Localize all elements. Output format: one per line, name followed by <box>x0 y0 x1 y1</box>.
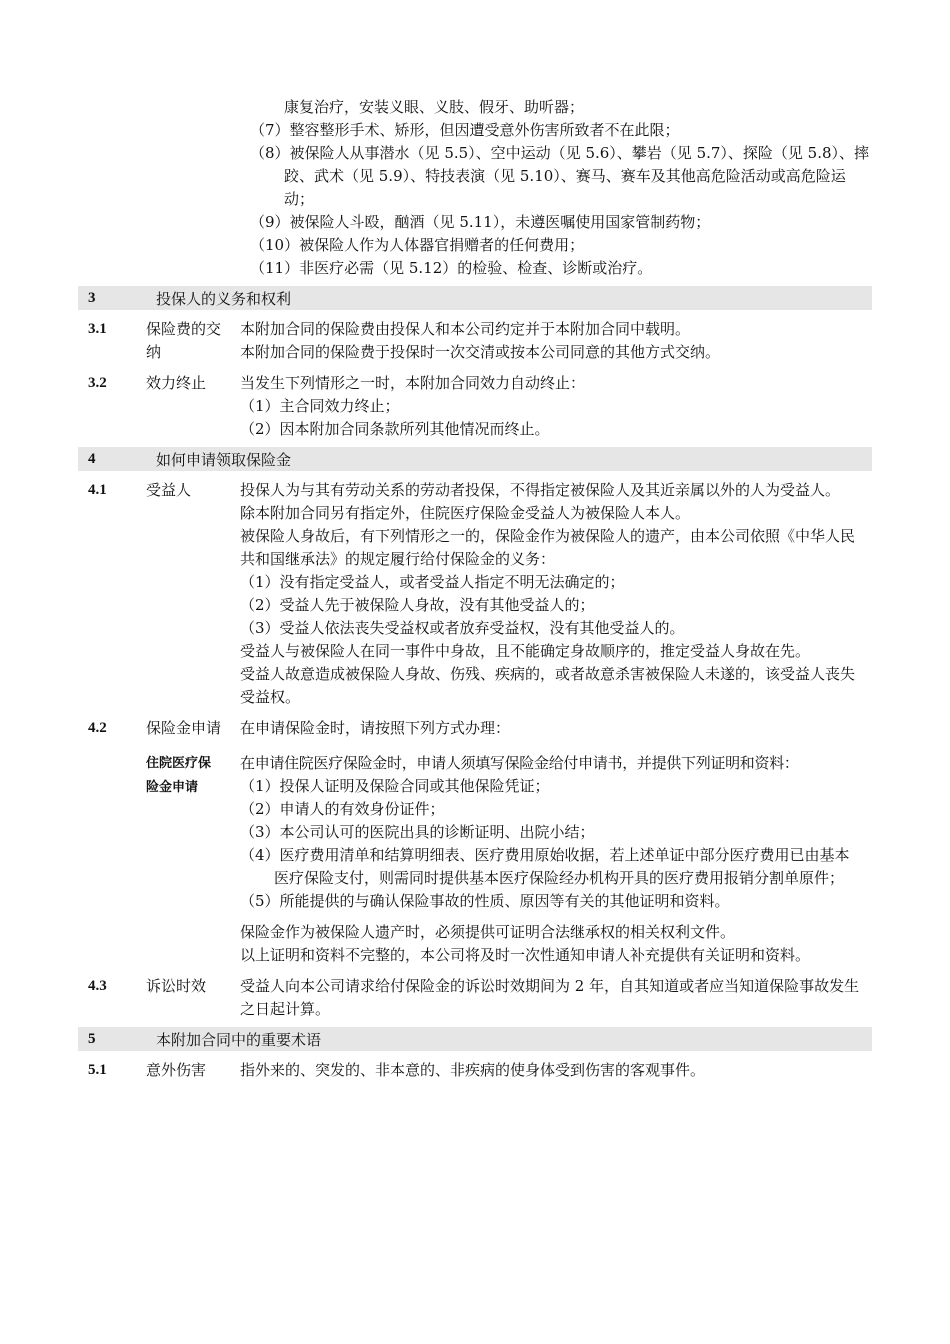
section-header-5 <box>78 1027 872 1051</box>
clause-label: 诉讼时效 <box>146 977 207 995</box>
clause-line: 以上证明和资料不完整的，本公司将及时一次性通知申请人补充提供有关证明和资料。 <box>240 946 811 964</box>
clause-label: 意外伤害 <box>146 1061 207 1079</box>
clause-line: 本附加合同的保险费由投保人和本公司约定并于本附加合同中载明。 <box>240 320 691 338</box>
clause-label: 效力终止 <box>146 374 207 392</box>
clause-line: 除本附加合同另有指定外，住院医疗保险金受益人为被保险人本人。 <box>240 504 691 522</box>
clause-line: 在申请住院医疗保险金时，申请人须填写保险金给付申请书，并提供下列证明和资料： <box>240 754 799 772</box>
clause-body: 在申请保险金时，请按照下列方式办理： <box>240 719 511 737</box>
section-number: 3 <box>88 289 96 306</box>
clause-3-1 <box>78 318 872 364</box>
clause-line: 受益人与被保险人在同一事件中身故，且不能确定身故顺序的，推定受益人身故在先。 <box>240 642 811 660</box>
requirement-item: （1）投保人证明及保险合同或其他保险凭证； <box>240 777 550 795</box>
clause-number: 3.1 <box>88 321 107 337</box>
clause-3-2 <box>78 372 872 441</box>
clause-line: 本附加合同的保险费于投保时一次交清或按本公司同意的其他方式交纳。 <box>240 343 721 361</box>
requirement-item: （3）本公司认可的医院出具的诊断证明、出院小结； <box>240 823 595 841</box>
section-number: 5 <box>88 1030 96 1047</box>
clause-body <box>240 318 862 364</box>
clause-label: 受益人 <box>146 481 192 499</box>
exclusion-item: （10）被保险人作为人体器官捐赠者的任何费用； <box>250 236 585 254</box>
clause-4-1 <box>78 479 872 709</box>
clause-label: 保险费的交纳 <box>146 320 222 361</box>
clause-line: 受益人故意造成被保险人身故、伤残、疾病的，或者故意杀害被保险人未遂的，该受益人丧失受益权。 <box>240 665 856 706</box>
clause-line: 被保险人身故后，有下列情形之一的，保险金作为被保险人的遗产，由本公司依照《中华人民共和国继承法》的规定履行给付保险金的义务： <box>240 527 856 568</box>
clause-body <box>240 752 862 967</box>
clause-body <box>240 1059 862 1082</box>
clause-body <box>240 479 862 709</box>
clause-line: 保险金作为被保险人遗产时，必须提供可证明合法继承权的相关权利文件。 <box>240 923 736 941</box>
clause-line: 受益人向本公司请求给付保险金的诉讼时效期间为 2 年，自其知道或者应当知道保险事故发生之日起计算。 <box>240 977 860 1018</box>
section-title: 如何申请领取保险金 <box>156 450 292 469</box>
clause-body <box>240 372 862 441</box>
section-header-4 <box>78 447 872 471</box>
clause-line: （1）主合同效力终止； <box>240 397 400 415</box>
exclusions-list <box>250 96 872 280</box>
clause-line: （2）受益人先于被保险人身故，没有其他受益人的； <box>240 596 595 614</box>
clause-line: （3）受益人依法丧失受益权或者放弃受益权，没有其他受益人的。 <box>240 619 685 637</box>
section-header-3 <box>78 286 872 310</box>
clause-label: 保险金申请 <box>146 719 222 737</box>
clause-line: 当发生下列情形之一时，本附加合同效力自动终止： <box>240 374 586 392</box>
policy-page <box>78 96 872 1082</box>
requirement-item: （5）所能提供的与确认保险事故的性质、原因等有关的其他证明和资料。 <box>240 892 730 910</box>
clause-4-2-sub <box>78 752 872 967</box>
section-title: 本附加合同中的重要术语 <box>156 1030 322 1049</box>
exclusion-item: 康复治疗，安装义眼、义肢、假牙、助听器； <box>284 98 585 116</box>
clause-number: 3.2 <box>88 375 107 391</box>
clause-number: 4.3 <box>88 978 107 994</box>
section-number: 4 <box>88 450 96 467</box>
section-title: 投保人的义务和权利 <box>156 289 292 308</box>
clause-number: 5.1 <box>88 1062 107 1078</box>
clause-number: 4.2 <box>88 720 107 736</box>
clause-number: 4.1 <box>88 482 107 498</box>
clause-line: 投保人为与其有劳动关系的劳动者投保，不得指定被保险人及其近亲属以外的人为受益人。 <box>240 481 841 499</box>
clause-line: （1）没有指定受益人，或者受益人指定不明无法确定的； <box>240 573 625 591</box>
exclusion-item: （11）非医疗必需（见 5.12）的检验、检查、诊断或治疗。 <box>250 259 653 277</box>
clause-line: 指外来的、突发的、非本意的、非疾病的使身体受到伤害的客观事件。 <box>240 1061 706 1079</box>
requirement-item: （2）申请人的有效身份证件； <box>240 800 445 818</box>
clause-body <box>240 975 862 1021</box>
requirement-item: （4）医疗费用清单和结算明细表、医疗费用原始收据，若上述单证中部分医疗费用已由基本医疗保险支付，则需同时提供基本医疗保险经办机构开具的医疗费用报销分割单原件； <box>240 846 850 887</box>
clause-4-3 <box>78 975 872 1021</box>
exclusion-item: （8）被保险人从事潜水（见 5.5）、空中运动（见 5.6）、攀岩（见 5.7）、探险（见 5.8）、摔跤、武术（见 5.9）、特技表演（见 5.10）、赛马、赛车及其他高危险活动或高危险运动； <box>250 144 870 208</box>
exclusion-item: （9）被保险人斗殴，酗酒（见 5.11），未遵医嘱使用国家管制药物； <box>250 213 711 231</box>
exclusion-item: （7）整容整形手术、矫形，但因遭受意外伤害所致者不在此限； <box>250 121 680 139</box>
clause-5-1 <box>78 1059 872 1082</box>
clause-line: （2）因本附加合同条款所列其他情况而终止。 <box>240 420 550 438</box>
clause-4-2 <box>78 717 872 740</box>
sub-clause-label: 住院医疗保险金申请 <box>146 756 212 795</box>
